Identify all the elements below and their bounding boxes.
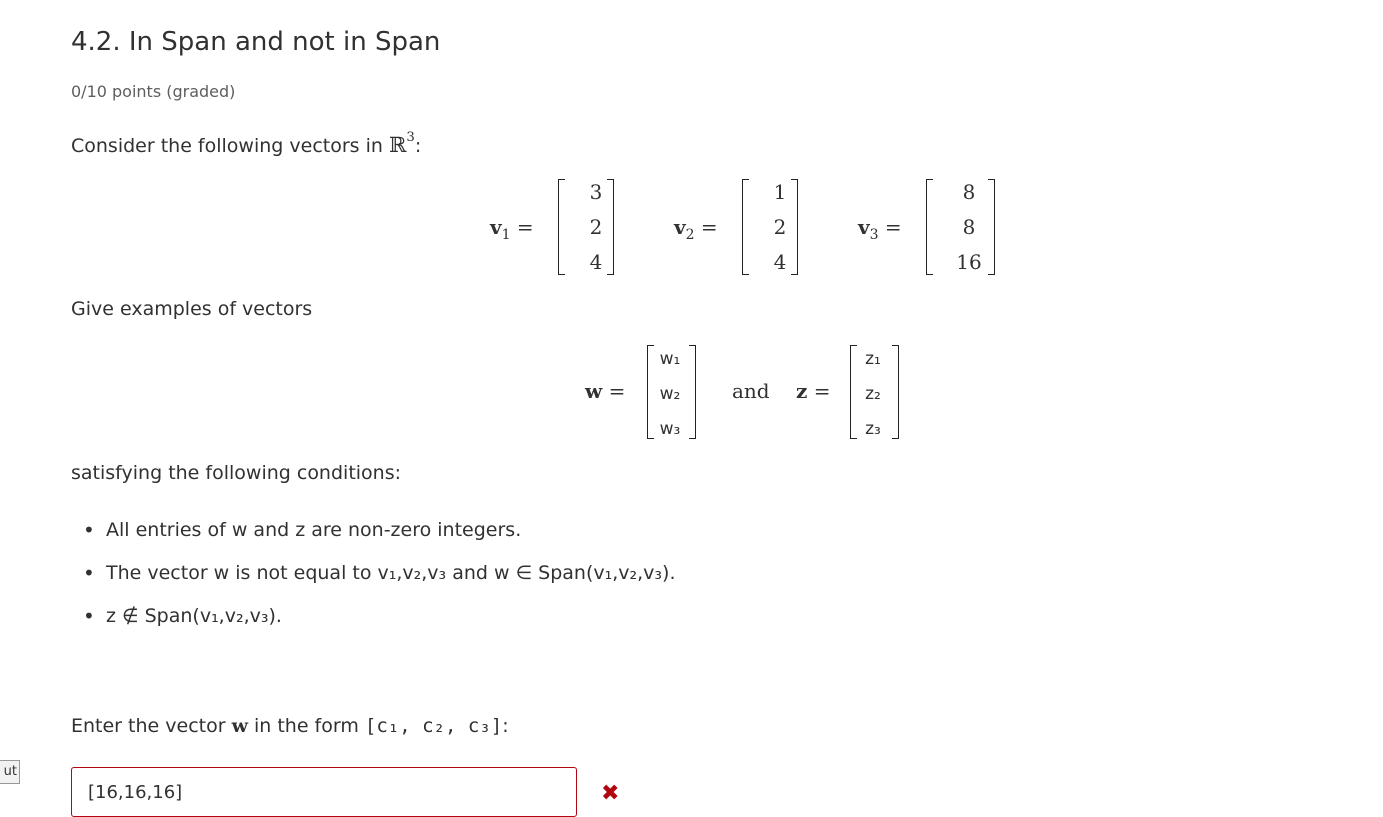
incorrect-icon: ✖ bbox=[601, 781, 620, 806]
side-tab[interactable]: ut bbox=[0, 760, 20, 784]
intro-text: Consider the following vectors in ℝ$^3$: bbox=[71, 129, 422, 157]
points-status: 0/10 points (graded) bbox=[71, 82, 236, 101]
and-text: and bbox=[732, 379, 770, 403]
answer-input[interactable] bbox=[71, 767, 577, 817]
list-item: • z ∉ Span(v₁,v₂,v₃). bbox=[71, 598, 676, 641]
list-item: • The vector w is not equal to v₁,v₂,v₃ and w ∈ Span(v₁,v₂,v₃). bbox=[71, 555, 676, 598]
problem-title: 4.2. In Span and not in Span bbox=[71, 27, 441, 57]
conditions-list bbox=[71, 512, 676, 641]
satisfying-text: satisfying the following conditions: bbox=[71, 462, 402, 484]
list-item: • All entries of w and z are non-zero integers. bbox=[71, 512, 676, 555]
examples-text: Give examples of vectors bbox=[71, 298, 313, 320]
answer-prompt: Enter the vector w in the form [c₁, c₂, c₃]: bbox=[71, 715, 509, 737]
